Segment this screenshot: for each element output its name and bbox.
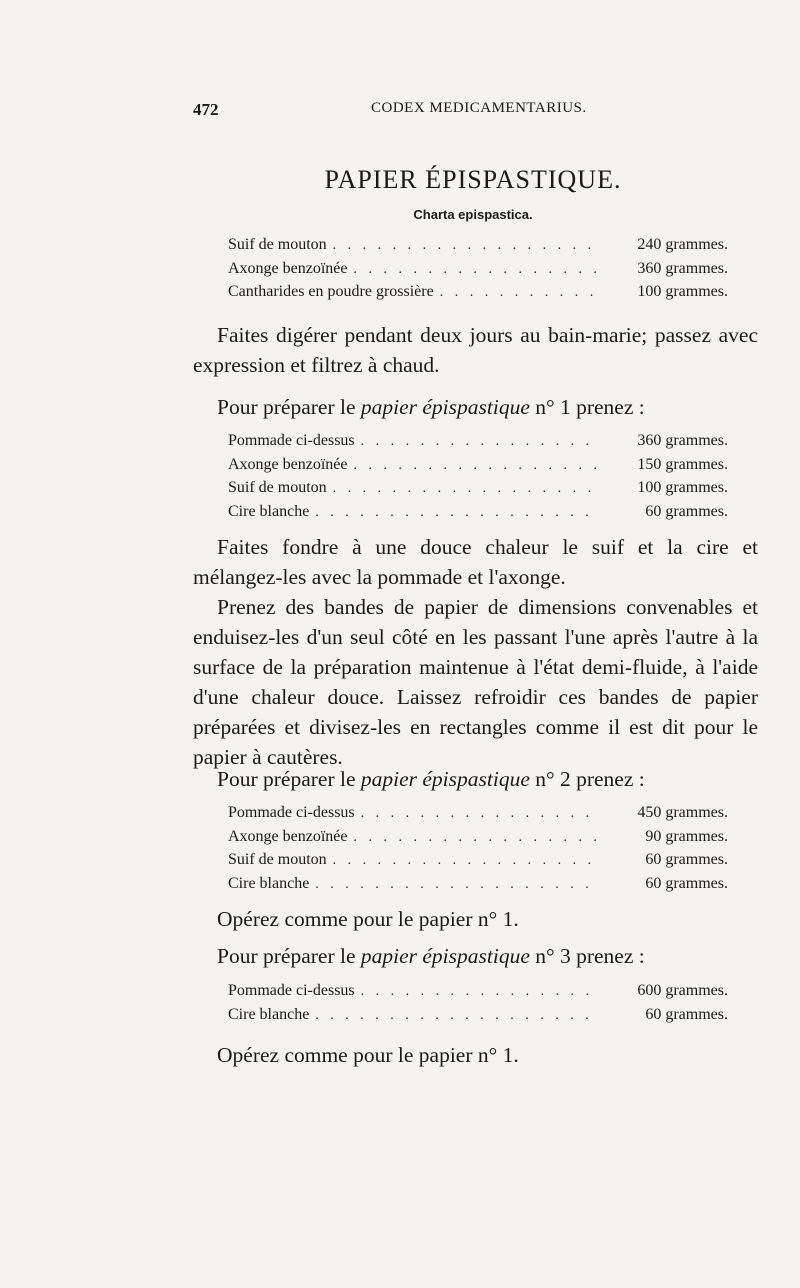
recipe-row — [228, 804, 728, 828]
recipe-row — [228, 283, 728, 307]
page-number: 472 — [193, 100, 219, 119]
paragraph-digestion: Faites digérer pendant deux jours au bain-marie; passez avec expression et filtrez à chaud. — [193, 323, 758, 377]
recipe-row — [228, 828, 728, 852]
paragraph-operate-2: Opérez comme pour le papier n° 1. — [217, 1043, 519, 1067]
recipe-row — [228, 479, 728, 503]
dot-leader — [355, 984, 600, 1000]
paragraph-intro-1: Pour préparer le papier épispastique n° 1 prenez : — [217, 395, 645, 419]
ingredient-name: Suif de mouton — [228, 479, 327, 496]
ingredient-name: Suif de mouton — [228, 236, 327, 253]
ingredient-name: Axonge benzoïnée — [228, 259, 348, 277]
dot-leader — [348, 830, 600, 846]
dot-leader — [327, 481, 600, 497]
dot-leader — [348, 262, 600, 278]
ingredient-quantity: 240 grammes. — [637, 236, 728, 253]
recipe-2 — [228, 804, 728, 898]
section-title: PAPIER ÉPISPASTIQUE. — [324, 165, 622, 194]
recipe-main — [228, 236, 728, 307]
dot-leader — [355, 434, 600, 450]
running-title: CODEX MEDICAMENTARIUS. — [371, 100, 587, 116]
dot-leader — [309, 877, 600, 893]
ingredient-quantity: 90 grammes. — [645, 827, 728, 845]
ingredient-quantity: 360 grammes. — [637, 432, 728, 449]
dot-leader — [327, 238, 600, 254]
ingredient-quantity: 600 grammes. — [637, 982, 728, 999]
running-header — [193, 100, 753, 124]
ingredient-name: Cire blanche — [228, 1005, 310, 1023]
dot-leader — [309, 505, 600, 521]
recipe-row — [228, 432, 728, 456]
ingredient-name: Cantharides en poudre grossière — [228, 283, 434, 300]
ingredient-quantity: 150 grammes. — [637, 455, 728, 473]
ingredient-name: Cire blanche — [228, 874, 310, 892]
paragraph-intro-3: Pour préparer le papier épispastique n° 3 prenez : — [217, 944, 645, 968]
ingredient-quantity: 100 grammes. — [637, 283, 728, 300]
dot-leader — [309, 1008, 600, 1024]
ingredient-name: Pommade ci-dessus — [228, 804, 355, 821]
ingredient-name: Axonge benzoïnée — [228, 827, 348, 845]
dot-leader — [327, 853, 600, 869]
ingredient-quantity: 60 grammes. — [645, 502, 728, 520]
recipe-1 — [228, 432, 728, 526]
paragraph-melt: Faites fondre à une douce chaleur le suif et la cire et mélangez-les avec la pommade et l'axonge. — [193, 535, 758, 589]
latin-subtitle: Charta epispastica. — [413, 207, 533, 222]
ingredient-name: Cire blanche — [228, 502, 310, 520]
ingredient-name: Pommade ci-dessus — [228, 982, 355, 999]
paragraph-operate-1: Opérez comme pour le papier n° 1. — [217, 907, 519, 931]
ingredient-quantity: 60 grammes. — [645, 851, 728, 868]
ingredient-quantity: 60 grammes. — [645, 874, 728, 892]
ingredient-name: Axonge benzoïnée — [228, 455, 348, 473]
paragraph-intro-2: Pour préparer le papier épispastique n° 2 prenez : — [217, 767, 645, 791]
ingredient-quantity: 60 grammes. — [645, 1005, 728, 1023]
recipe-row — [228, 456, 728, 480]
ingredient-quantity: 450 grammes. — [637, 804, 728, 821]
recipe-row — [228, 875, 728, 899]
ingredient-quantity: 360 grammes. — [637, 259, 728, 277]
recipe-row — [228, 236, 728, 260]
recipe-row — [228, 503, 728, 527]
ingredient-name: Suif de mouton — [228, 851, 327, 868]
recipe-row — [228, 260, 728, 284]
recipe-row — [228, 982, 728, 1006]
dot-leader — [434, 285, 600, 301]
paragraph-paper-strips: Prenez des bandes de papier de dimensions convenables et enduisez-les d'un seul côté en les passant l'une après l'autre à la surface de la préparation maintenue à l'état demi-fluide, à l'aide d'une chaleur douce. Laissez refroidir ces bandes de papier préparées et divisez-les en rectangles comme il est dit pour le papier à cautères. — [193, 595, 758, 769]
dot-leader — [355, 806, 600, 822]
ingredient-quantity: 100 grammes. — [637, 479, 728, 496]
recipe-row — [228, 851, 728, 875]
recipe-row — [228, 1006, 728, 1030]
dot-leader — [348, 458, 600, 474]
recipe-3 — [228, 982, 728, 1029]
ingredient-name: Pommade ci-dessus — [228, 432, 355, 449]
